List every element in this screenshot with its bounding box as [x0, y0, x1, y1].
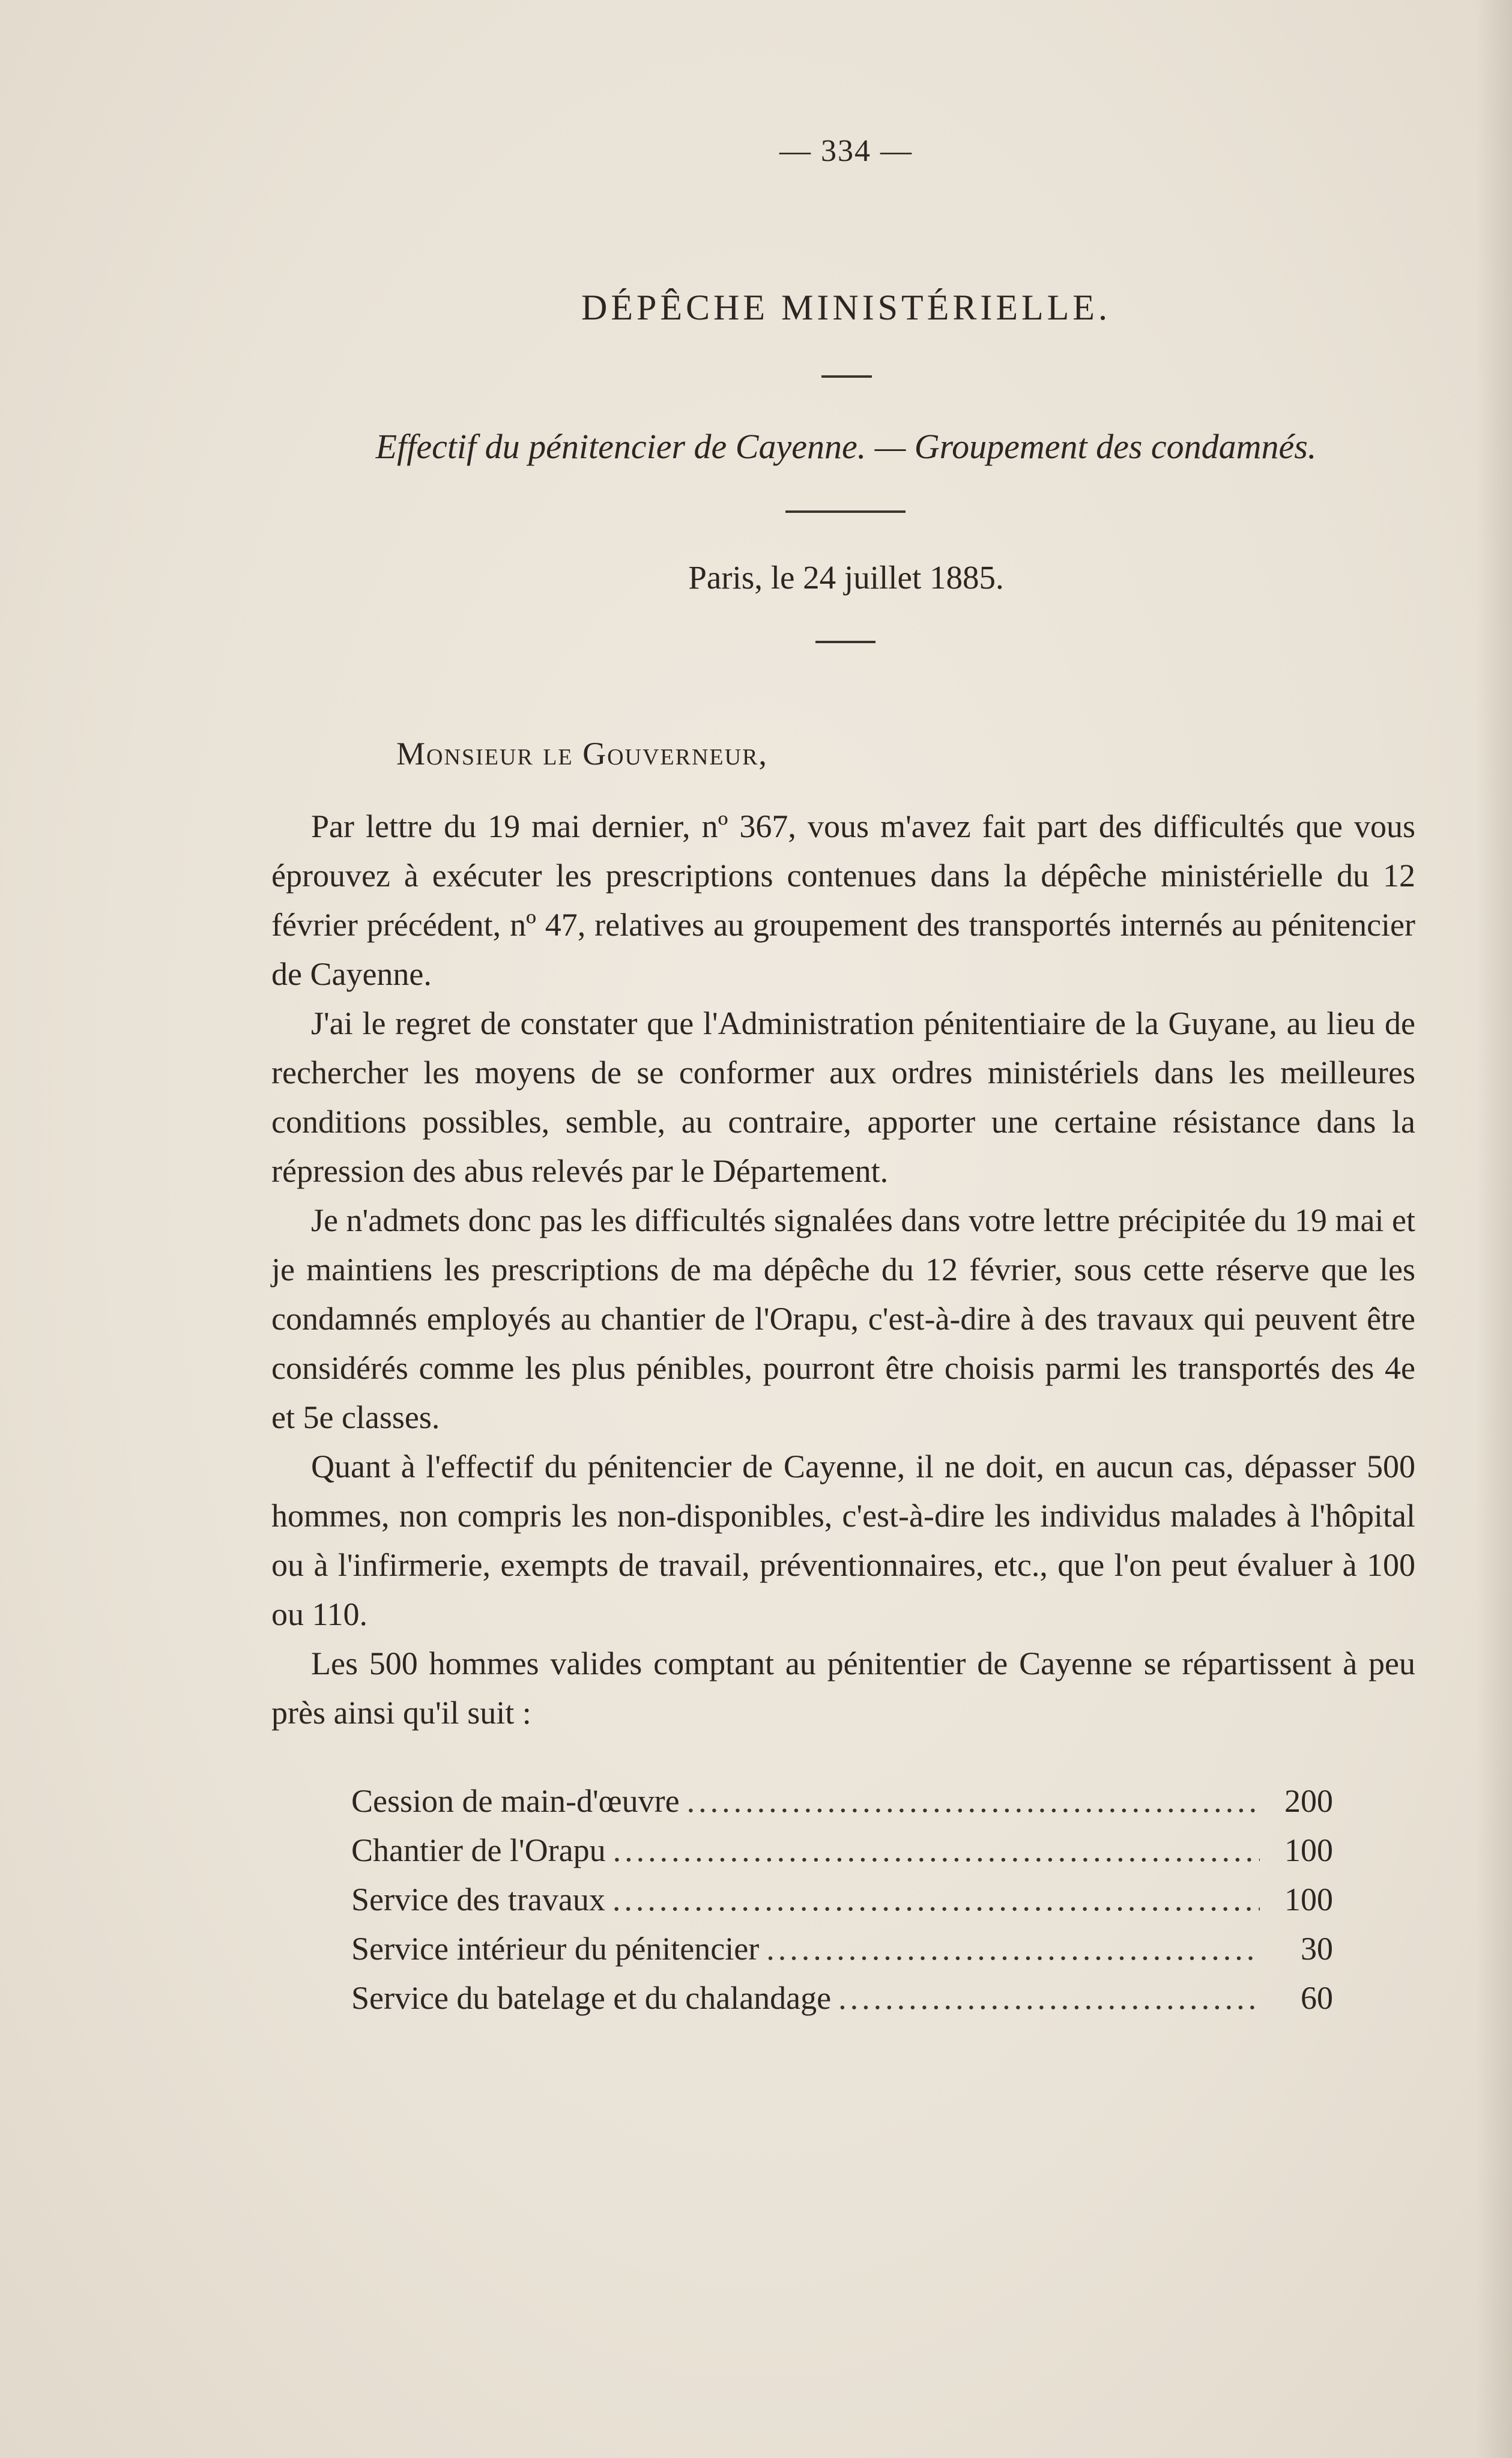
dot-leader: [766, 1924, 1260, 1973]
item-label: Service intérieur du pénitencier: [351, 1931, 760, 1967]
item-value: 100: [1284, 1881, 1333, 1918]
subtitle-rule: [785, 510, 906, 513]
item-value: 60: [1301, 1980, 1333, 2016]
item-label: Service du batelage et du chalandage: [351, 1980, 832, 2016]
item-label: Chantier de l'Orapu: [351, 1832, 606, 1868]
item-label: Service des travaux: [351, 1881, 605, 1918]
paragraph: J'ai le regret de constater que l'Administration pénitentiaire de la Guyane, au lieu de rechercher les moyens de se conformer aux ordres ministériels dans les meilleures conditions possibles, semble, au contraire, apporter une certaine résistance dans la répression des abus relevés par le Département.: [271, 1005, 1415, 1189]
page-edge-shadow: [1476, 0, 1512, 2458]
staff-distribution-list: [351, 1776, 1333, 2023]
paragraph: Quant à l'effectif du pénitencier de Cayenne, il ne doit, en aucun cas, dépasser 500 hommes, non compris les non-disponibles, c'est-à-dire les individus malades à l'hôpital ou à l'infirmerie, exempts de travail, préventionnaires, etc., que l'on peut évaluer à 100 ou 110.: [271, 1448, 1415, 1632]
list-item: [351, 1875, 1333, 1924]
list-item: [351, 1826, 1333, 1875]
item-label: Cession de main-d'œuvre: [351, 1783, 680, 1819]
dateline: Paris, le 24 juillet 1885.: [688, 559, 1004, 596]
paragraph: Les 500 hommes valides comptant au pénitentier de Cayenne se répartissent à peu près ainsi qu'il suit :: [271, 1645, 1415, 1731]
dot-leader: [612, 1875, 1260, 1924]
list-item: [351, 1924, 1333, 1973]
item-value: 200: [1284, 1783, 1333, 1819]
dot-leader: [613, 1826, 1260, 1875]
salutation: Monsieur le Gouverneur,: [396, 736, 768, 772]
list-item: [351, 1973, 1333, 2023]
list-item: [351, 1776, 1333, 1826]
paragraph: Je n'admets donc pas les difficultés signalées dans votre lettre précipitée du 19 mai et je maintiens les prescriptions de ma dépêche du 12 février, sous cette réserve que les condamnés employés au chantier de l'Orapu, c'est-à-dire à des travaux qui peuvent être considérés comme les plus pénibles, pourront être choisis parmi les transportés des 4e et 5e classes.: [271, 1202, 1415, 1435]
dateline-rule: [815, 641, 875, 643]
document-subtitle: Effectif du pénitencier de Cayenne. — Groupement des condamnés.: [375, 427, 1317, 466]
letter-body: [271, 802, 1415, 1737]
page-number: — 334 —: [779, 134, 913, 168]
dot-leader: [838, 1973, 1260, 2023]
item-value: 30: [1301, 1931, 1333, 1967]
title-rule: [821, 375, 872, 378]
paragraph: Par lettre du 19 mai dernier, nº 367, vous m'avez fait part des difficultés que vous éprouvez à exécuter les prescriptions contenues dans la dépêche ministérielle du 12 février précédent, nº 47, relatives au groupement des transportés internés au pénitencier de Cayenne.: [271, 808, 1415, 992]
document-title: DÉPÊCHE MINISTÉRIELLE.: [581, 288, 1111, 327]
dot-leader: [687, 1776, 1260, 1826]
item-value: 100: [1284, 1832, 1333, 1868]
